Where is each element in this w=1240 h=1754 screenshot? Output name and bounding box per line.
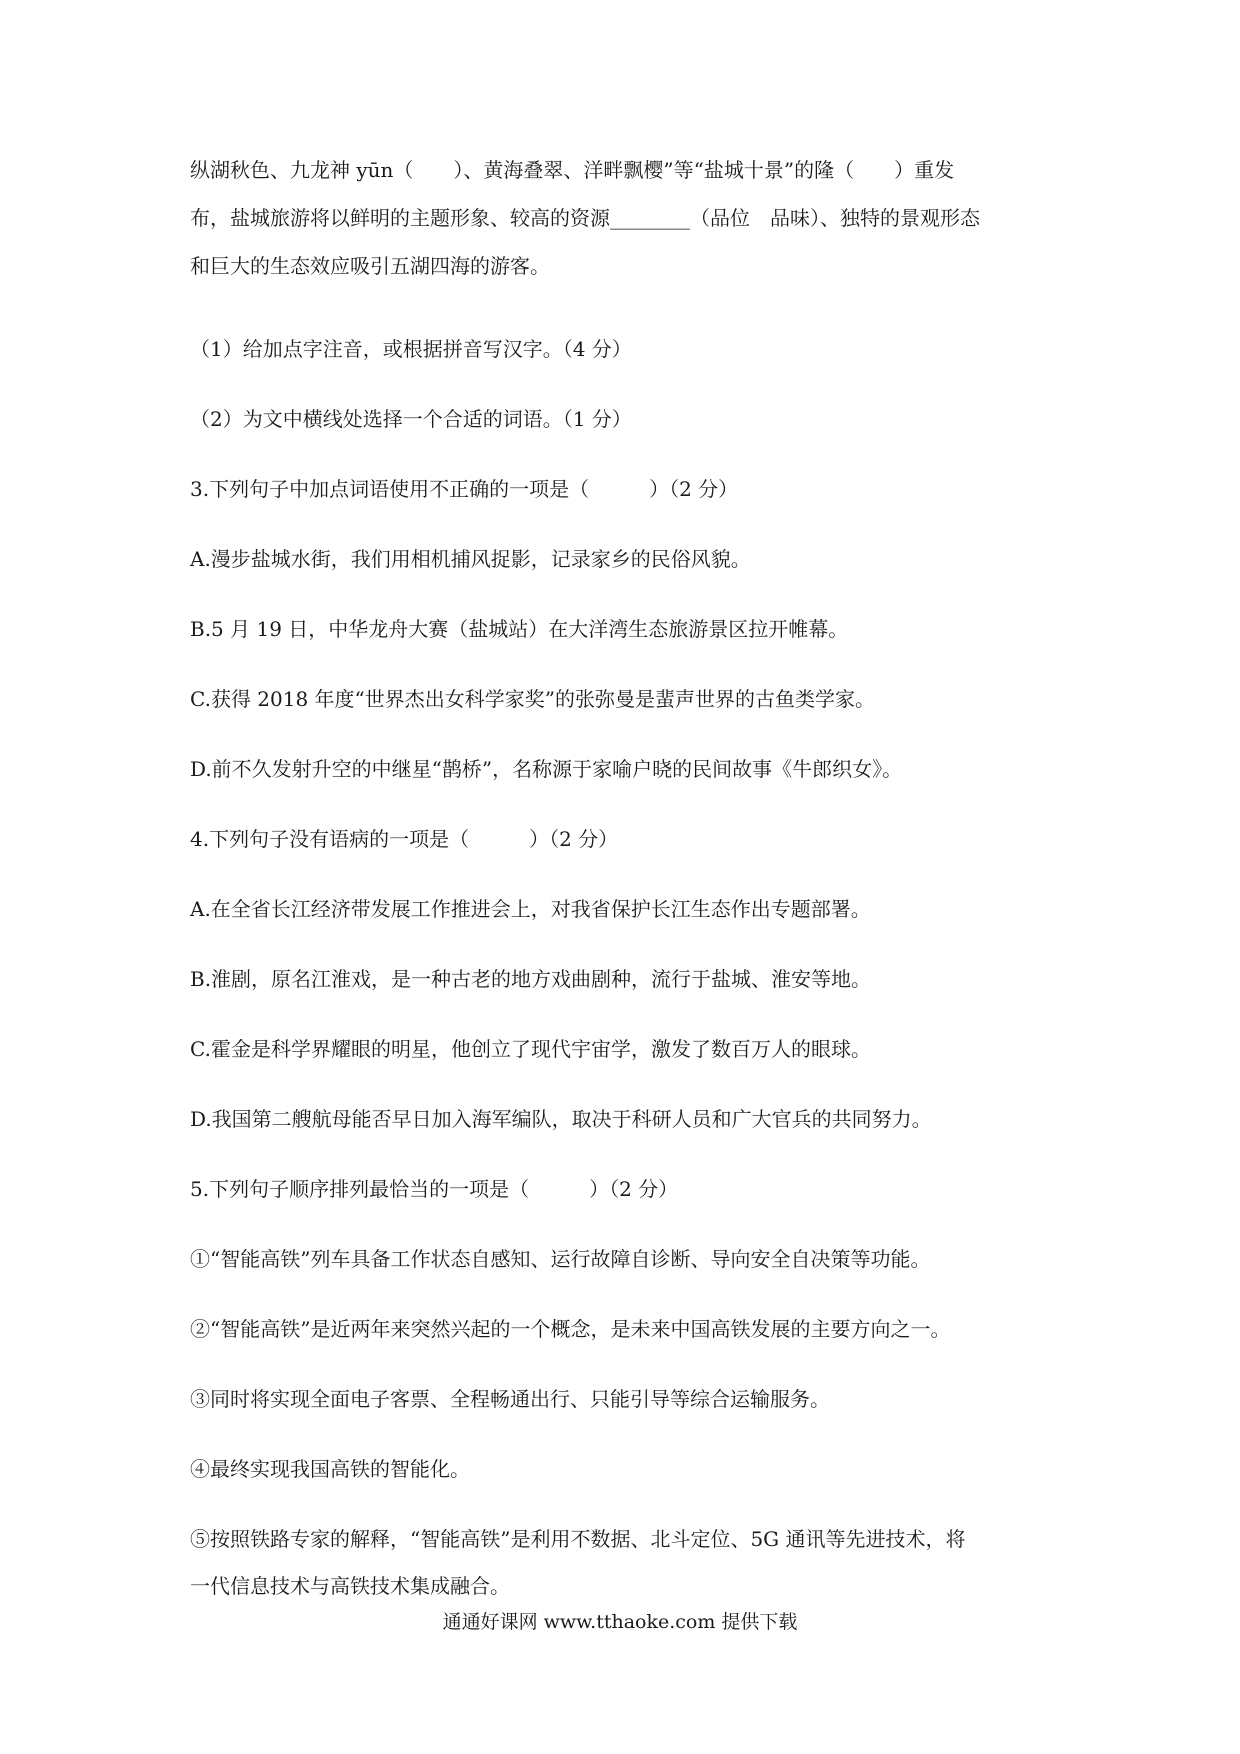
document-page: [190, 158, 1060, 1610]
question-5-sentence-2: ②“智能高铁”是近两年来突然兴起的一个概念，是未来中国高铁发展的主要方向之一。: [190, 1317, 951, 1341]
question-5-sentence-1: ①“智能高铁”列车具备工作状态自感知、运行故障自诊断、导向安全自决策等功能。: [190, 1247, 931, 1271]
question-5-sentence-3: ③同时将实现全面电子客票、全程畅通出行、只能引导等综合运输服务。: [190, 1387, 830, 1411]
intro-line-2: 布，盐城旅游将以鲜明的主题形象、较高的资源________（品位 品味）、独特的景观形态: [190, 206, 980, 230]
sub-question-1: （1）给加点字注音，或根据拼音写汉字。（4 分）: [190, 337, 632, 361]
question-5-sentence-5-line-1: ⑤按照铁路专家的解释，“智能高铁”是利用不数据、北斗定位、5G 通讯等先进技术，将: [190, 1527, 966, 1551]
question-3-option-b: B.5 月 19 日，中华龙舟大赛（盐城站）在大洋湾生态旅游景区拉开帷幕。: [190, 617, 849, 641]
sub-question-2: （2）为文中横线处选择一个合适的词语。（1 分）: [190, 407, 632, 431]
question-5-sentence-5-line-2: 一代信息技术与高铁技术集成融合。: [190, 1574, 510, 1598]
question-4-option-d: D.我国第二艘航母能否早日加入海军编队，取决于科研人员和广大官兵的共同努力。: [190, 1107, 932, 1131]
footer-source-note: 通通好课网 www.tthaoke.com 提供下载: [442, 1611, 798, 1633]
question-5-sentence-4: ④最终实现我国高铁的智能化。: [190, 1457, 470, 1481]
question-3-option-d: D.前不久发射升空的中继星“鹊桥”，名称源于家喻户晓的民间故事《牛郎织女》。: [190, 757, 903, 781]
question-3-stem: 3.下列句子中加点词语使用不正确的一项是（ ）（2 分）: [190, 477, 739, 501]
question-5-stem: 5.下列句子顺序排列最恰当的一项是（ ）（2 分）: [190, 1177, 679, 1201]
question-4-option-a: A.在全省长江经济带发展工作推进会上，对我省保护长江生态作出专题部署。: [190, 897, 871, 921]
question-4-stem: 4.下列句子没有语病的一项是（ ）（2 分）: [190, 827, 619, 851]
question-4-option-c: C.霍金是科学界耀眼的明星，他创立了现代宇宙学，激发了数百万人的眼球。: [190, 1037, 871, 1061]
question-3-option-a: A.漫步盐城水街，我们用相机捕风捉影，记录家乡的民俗风貌。: [190, 547, 751, 571]
intro-line-1: 纵湖秋色、九龙神 yūn（ ）、黄海叠翠、洋畔飘樱”等“盐城十景”的隆（ ）重发: [190, 158, 955, 182]
question-4-option-b: B.淮剧，原名江淮戏，是一种古老的地方戏曲剧种，流行于盐城、淮安等地。: [190, 967, 872, 991]
question-3-option-c: C.获得 2018 年度“世界杰出女科学家奖”的张弥曼是蜚声世界的古鱼类学家。: [190, 687, 876, 711]
intro-line-3: 和巨大的生态效应吸引五湖四海的游客。: [190, 254, 550, 278]
